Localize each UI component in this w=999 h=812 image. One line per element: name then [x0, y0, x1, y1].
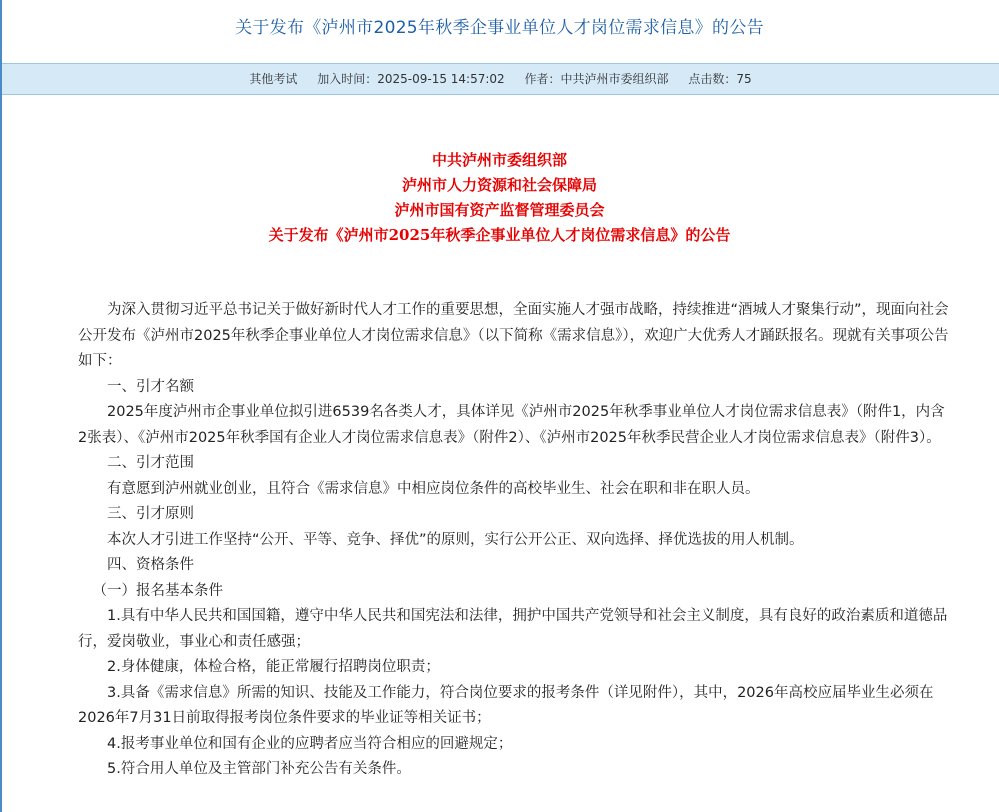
section-4-title: 四、资格条件: [107, 557, 194, 573]
condition-item-1: 1.具有中华人民共和国国籍，遵守中华人民共和国宪法和法律，拥护中国共产党领导和社会主义制度，具有良好的政治素质和道德品行，爱岗敬业，事业心和责任感强；: [78, 608, 948, 650]
condition-item-2: 2.身体健康，体检合格，能正常履行招聘岗位职责；: [107, 659, 440, 675]
page-frame-border: [0, 0, 2, 812]
page-title: 关于发布《泸州市2025年秋季企事业单位人才岗位需求信息》的公告: [235, 18, 764, 38]
meta-clicks: 点击数：75: [688, 72, 752, 86]
section-3-title: 三、引才原则: [107, 506, 194, 522]
section-3-body: 本次人才引进工作坚持“公开、平等、竞争、择优”的原则，实行公开公正、双向选择、择优选拔的用人机制。: [107, 531, 804, 548]
notice-title: 关于发布《泸州市2025年秋季企事业单位人才岗位需求信息》的公告: [268, 226, 731, 244]
section-2-body: 有意愿到泸州就业创业，且符合《需求信息》中相应岗位条件的高校毕业生、社会在职和非在职人员。: [107, 480, 760, 497]
condition-item-5: 5.符合用人单位及主管部门补充公告有关条件。: [107, 761, 411, 777]
condition-item-3: 3.具备《需求信息》所需的知识、技能及工作能力，符合岗位要求的报考条件（详见附件），其中，2026年高校应届毕业生必须在2026年7月31日前取得报考岗位条件要求的毕业证等相关证书；: [78, 684, 934, 726]
issuer-line-1: 中共泸州市委组织部: [431, 151, 567, 169]
meta-author: 作者：中共泸州市委组织部: [524, 72, 669, 86]
subsection-1-title: （一）报名基本条件: [92, 582, 223, 599]
section-1-title: 一、引才名额: [107, 378, 194, 395]
meta-time: 加入时间：2025-09-15 14:57:02: [317, 72, 505, 86]
intro-paragraph: 为深入贯彻习近平总书记关于做好新时代人才工作的重要思想，全面实施人才强市战略，持续推进“酒城人才聚集行动”，现面向社会公开发布《泸州市2025年秋季企事业单位人才岗位需求信息》（以下简称《需求信息》），欢迎广大优秀人才踊跃报名。现就有关事项公告如下：: [78, 302, 949, 369]
red-heading: [0, 148, 999, 248]
article-body: [78, 298, 952, 783]
section-1-body: 2025年度泸州市企事业单位拟引进6539名各类人才，具体详见《泸州市2025年秋季事业单位人才岗位需求信息表》（附件1，内含2张表）、《泸州市2025年秋季国有企业人才岗位需求信息表》（附件2）、《泸州市2025年秋季民营企业人才岗位需求信息表》（附件3）。: [78, 404, 945, 446]
meta-category[interactable]: 其他考试: [249, 72, 298, 86]
condition-item-4: 4.报考事业单位和国有企业的应聘者应当符合相应的回避规定；: [107, 735, 513, 752]
section-2-title: 二、引才范围: [107, 455, 194, 471]
issuer-line-2: 泸州市人力资源和社会保障局: [401, 176, 597, 194]
issuer-line-3: 泸州市国有资产监督管理委员会: [394, 201, 605, 219]
article-meta-bar: [2, 63, 999, 95]
